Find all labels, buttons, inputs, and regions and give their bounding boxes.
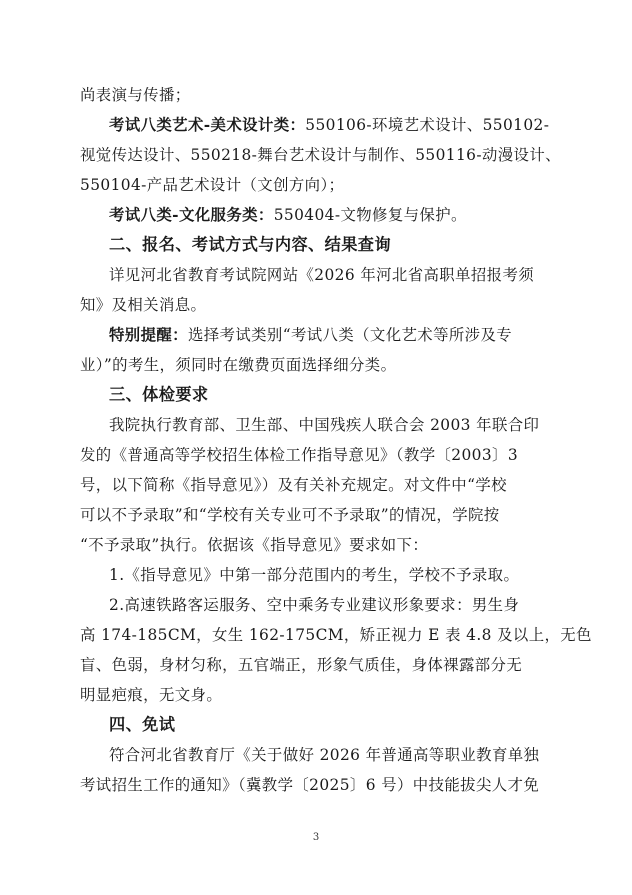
text-segment: 我院执行教育部、卫生部、中国残疾人联合会 2003 年联合印 [109,416,540,434]
text-line [109,744,612,766]
text-line [80,84,612,106]
text-line [109,204,612,226]
text-segment: 视觉传达设计、550218-舞台艺术设计与制作、550116-动漫设计、 [80,146,561,164]
text-line [109,324,612,346]
text-line [80,684,612,706]
text-segment: 550106-环境艺术设计、550102- [305,116,550,134]
text-segment: 选择考试类别“考试八类（文化艺术等所涉及专 [187,326,513,344]
text-line [80,354,612,376]
text-segment: 可以不予录取”和“学校有关专业可不予录取”的情况，学院按 [80,506,500,524]
text-segment: 考试招生工作的通知》（冀教学〔2025〕6 号）中技能拔尖人才免 [80,776,540,794]
text-segment: 1.《指导意见》中第一部分范围内的考生，学校不予录取。 [109,566,520,584]
text-segment: 盲、色弱，身材匀称，五官端正，形象气质佳，身体裸露部分无 [80,656,523,674]
text-segment: 尚表演与传播； [80,86,191,104]
text-line [109,264,612,286]
text-segment: 详见河北省教育考试院网站《2026 年河北省高职单招报考须 [109,266,535,284]
bold-label: 考试八类艺术-美术设计类： [109,116,306,134]
text-line [80,654,612,676]
section-heading [109,714,612,736]
text-segment: 三、体检要求 [109,385,209,404]
page-number: 3 [312,832,320,843]
text-segment: 四、免试 [109,715,176,734]
text-line [80,144,612,166]
text-line [109,594,612,616]
text-line [80,444,612,466]
text-line [80,174,612,196]
text-line [109,414,612,436]
text-line [109,564,612,586]
text-line [80,294,612,316]
text-segment: 号，以下简称《指导意见》）及有关补充规定。对文件中“学校 [80,476,507,494]
text-segment: 业）”的考生，须同时在缴费页面选择细分类。 [80,356,397,374]
bold-label: 特别提醒： [109,326,188,344]
text-line [80,504,612,526]
text-line [80,624,612,646]
text-line [80,774,612,796]
bold-label: 考试八类-文化服务类： [109,206,274,224]
text-segment: 发的《普通高等学校招生体检工作指导意见》（教学〔2003〕3 [80,446,519,464]
text-segment: 550104-产品艺术设计（文创方向）； [80,176,345,194]
text-line [80,534,612,556]
text-line [80,474,612,496]
text-segment: 高 174-185CM，女生 162-175CM，矫正视力 E 表 4.8 及以上，无色 [80,626,592,644]
text-segment: 550404-文物修复与保护。 [273,206,467,224]
text-segment: 二、报名、考试方式与内容、结果查询 [109,235,391,254]
section-heading [109,234,612,256]
section-heading [109,384,612,406]
text-line [109,114,612,136]
text-segment: 知》及相关消息。 [80,296,207,314]
text-segment: “不予录取”执行。依据该《指导意见》要求如下： [80,536,429,554]
text-segment: 明显疤痕，无文身。 [80,686,223,704]
text-segment: 符合河北省教育厅《关于做好 2026 年普通高等职业教育单独 [109,746,540,764]
text-segment: 2.高速铁路客运服务、空中乘务专业建议形象要求：男生身 [109,596,520,614]
